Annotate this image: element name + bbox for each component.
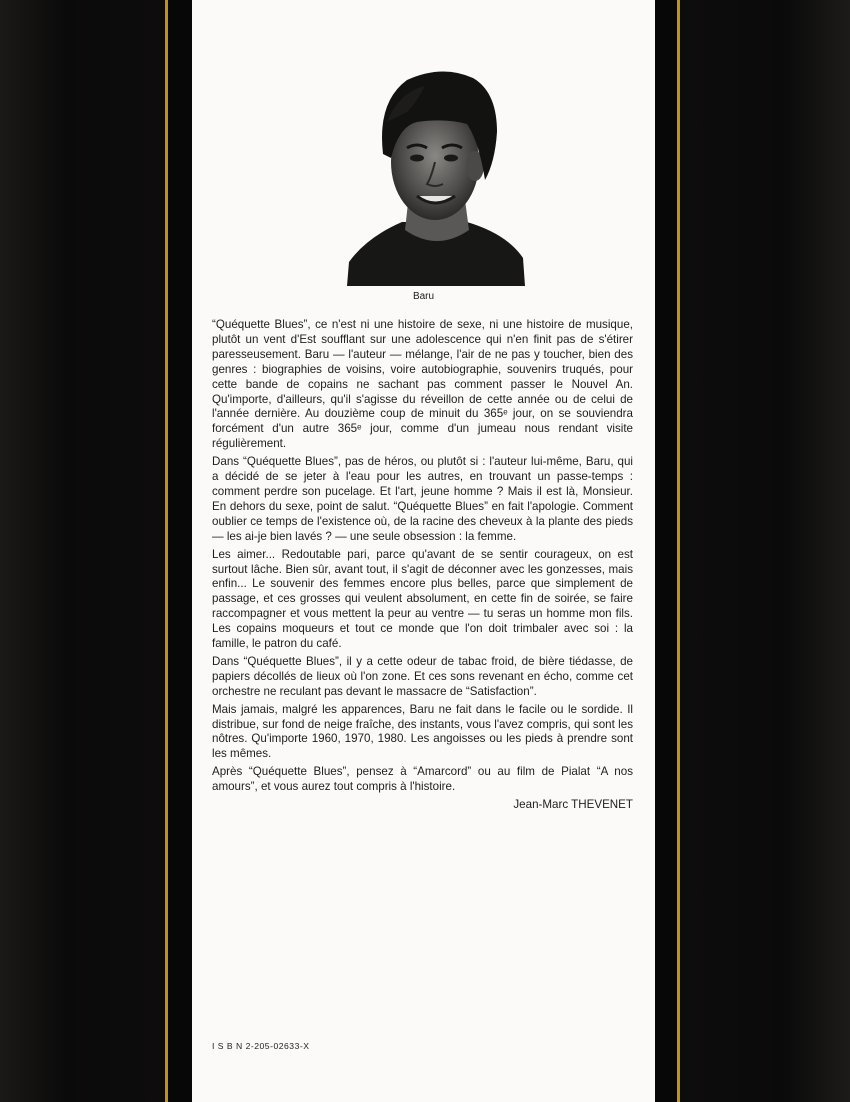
signature: Jean-Marc THEVENET xyxy=(513,798,633,812)
left-inner-band xyxy=(168,0,192,1102)
isbn-number: I S B N 2-205-02633-X xyxy=(212,1041,310,1051)
paragraph-3: Les aimer... Redoutable pari, parce qu'avant de se sentir courageux, on est surtout lâche. Bien sûr, avant tout, il s'agit de déconner avec les gonzesses, mais enfin... Le souvenir des femmes encore plus belles, parce que simplement de passage, et ces grosses qui veulent absolument, en cette fin de soirée, se faire raccompagner et vous mettent la peur au ventre — tu seras un homme mon fils. Les copains moqueurs et tout ce monde que l'on doit trimbaler avec soi : la famille, le patron du café. xyxy=(212,547,633,651)
right-gold-stripe xyxy=(677,0,680,1102)
right-inner-band xyxy=(655,0,677,1102)
paragraph-4: Dans “Quéquette Blues”, il y a cette odeur de tabac froid, de bière tiédasse, de papiers décollés de lieux où l'on zone. Et ces sons revenant en écho, comme cet orchestre ne reculant pas devant le massacre de “Satisfaction”. xyxy=(212,654,633,698)
author-portrait-image xyxy=(347,62,525,286)
left-cover-band xyxy=(0,0,164,1102)
author-photo xyxy=(347,62,525,286)
paragraph-2: Dans “Quéquette Blues”, pas de héros, ou plutôt si : l'auteur lui-même, Baru, qui a décidé de se jeter à l'eau pour les autres, en trouvant un passe-temps : comment perdre son pucelage. Et l'art, jeune homme ? Mais il est là, Monsieur. En dehors du sexe, point de salut. “Quéquette Blues” en fait l'apologie. Comment oublier ce temps de l'existence où, de la racine des cheveux à la plante des pieds — les ai-je bien lavés ? — une seule obsession : la femme. xyxy=(212,455,633,543)
presentation-text xyxy=(212,318,633,813)
back-cover-page xyxy=(192,0,655,1102)
photo-caption: Baru xyxy=(412,291,435,302)
paragraph-6: Après “Quéquette Blues”, pensez à “Amarcord” ou au film de Pialat “A nos amours”, et vous aurez tout compris à l'histoire. xyxy=(212,765,633,794)
paragraph-1: “Quéquette Blues”, ce n'est ni une histoire de sexe, ni une histoire de musique, plutôt un vent d'Est soufflant sur une adolescence qui n'en finit pas de s'étirer paresseusement. Baru — l'auteur — mélange, l'air de ne pas y toucher, bien des genres : biographies de voisins, voire autobiographie, souvenirs truqués, pour cette bande de copains ne sachant pas comment passer le Nouvel An. Qu'importe, d'ailleurs, qu'il s'agisse du réveillon de cette année ou de celui de l'année dernière. Au douzième coup de minuit du 365ᵉ jour, on se souviendra forcément d'un autre 365ᵉ jour, comme d'un jumeau nous rendant visite régulièrement. xyxy=(212,318,633,451)
right-cover-band xyxy=(682,0,850,1102)
paragraph-5: Mais jamais, malgré les apparences, Baru ne fait dans le facile ou le sordide. Il distribue, sur fond de neige fraîche, des instants, vous l'avez compris, qui sont les nôtres. Qu'importe 1960, 1970, 1980. Les angoisses ou les pieds à prendre sont les mêmes. xyxy=(212,702,633,761)
